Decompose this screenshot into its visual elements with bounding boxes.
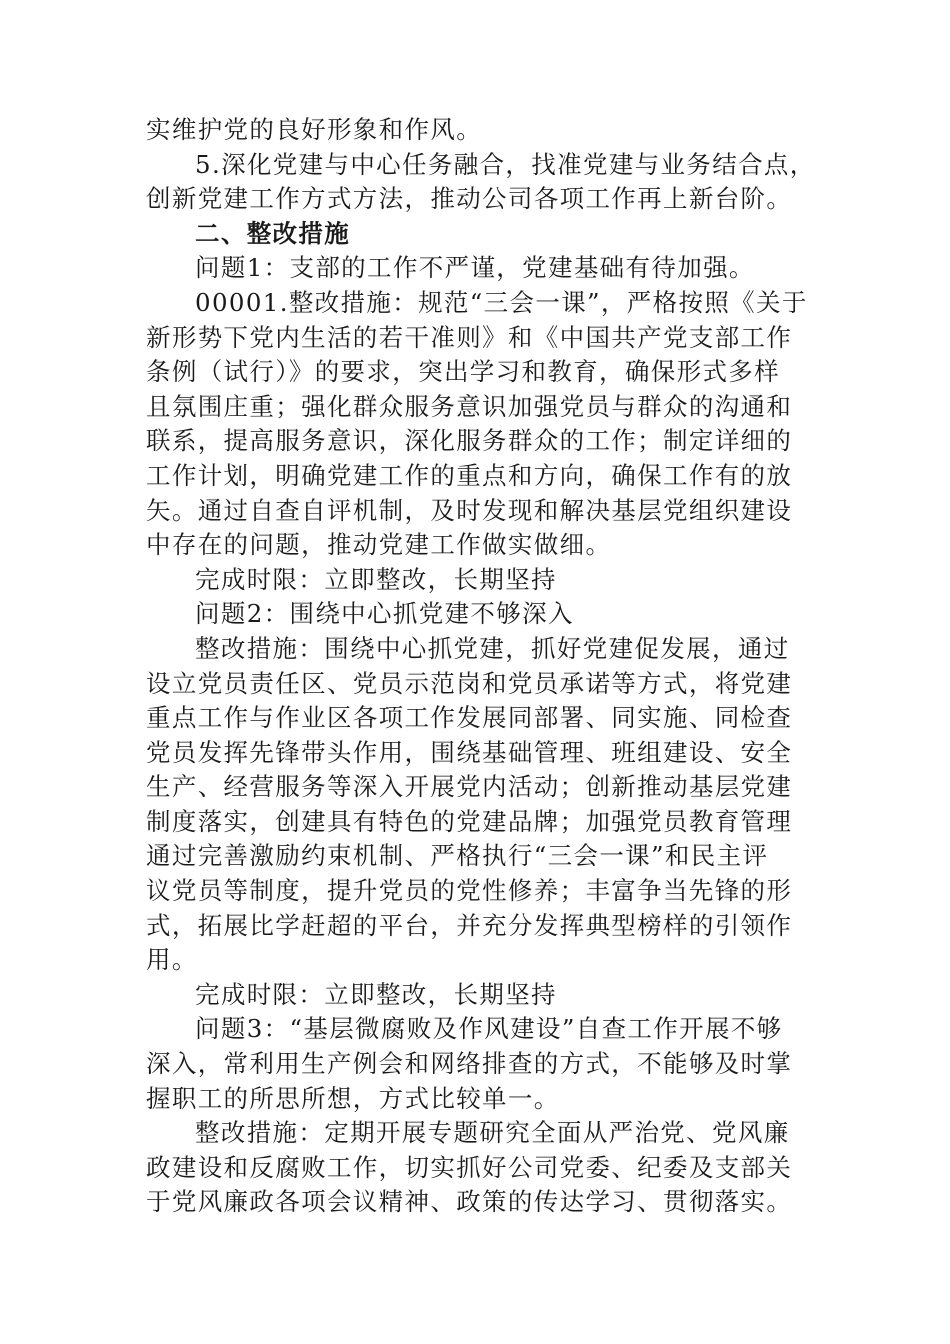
text-line: 新形势下党内生活的若干准则》和《中国共产党支部工作 bbox=[146, 322, 793, 352]
problem-2 bbox=[146, 597, 808, 632]
text-line: 于党风廉政各项会议精神、政策的传达学习、贯彻落实。 bbox=[146, 1187, 793, 1217]
text-line: 5.深化党建与中心任务融合，找准党建与业务结合点， bbox=[195, 149, 816, 179]
measure-3 bbox=[146, 1116, 808, 1220]
text-line: 握职工的所思所想，方式比较单一。 bbox=[146, 1083, 560, 1113]
text-line: 条例（试行）》的要求，突出学习和教育，确保形式多样 bbox=[146, 357, 780, 387]
text-line: 重点工作与作业区各项工作发展同部署、同实施、同检查 bbox=[146, 703, 793, 733]
text-line: 中存在的问题，推动党建工作做实做细。 bbox=[146, 530, 612, 560]
deadline-1 bbox=[146, 563, 808, 598]
text-line: 联系，提高服务意识，深化服务群众的工作；制定详细的 bbox=[146, 426, 793, 456]
text-line: 完成时限：立即整改，长期坚持 bbox=[195, 564, 557, 594]
text-line: 制度落实，创建具有特色的党建品牌；加强党员教育管理 bbox=[146, 806, 793, 836]
text-line: 式，拓展比学赶超的平台，并充分发挥典型榜样的引领作 bbox=[146, 910, 793, 940]
text-line: 00001.整改措施：规范“三会一课”，严格按照《关于 bbox=[195, 287, 808, 317]
text-line: 用。 bbox=[146, 945, 198, 975]
text-line: 实维护党的良好形象和作风。 bbox=[146, 115, 483, 144]
text-line: 且氛围庄重；强化群众服务意识加强党员与群众的沟通和 bbox=[146, 391, 793, 421]
problem-1 bbox=[146, 251, 808, 286]
text-line: 整改措施：定期开展专题研究全面从严治党、党风廉 bbox=[195, 1118, 790, 1148]
text-line: 矢。通过自查自评机制，及时发现和解决基层党组织建设 bbox=[146, 495, 793, 525]
problem-3 bbox=[146, 1012, 808, 1116]
text-line: 创新党建工作方式方法，推动公司各项工作再上新台阶。 bbox=[146, 184, 793, 214]
document-page bbox=[146, 113, 816, 1220]
text-line: 深入，常利用生产例会和网络排查的方式，不能够及时掌 bbox=[146, 1049, 793, 1079]
text-line: 生产、经营服务等深入开展党内活动；创新推动基层党建 bbox=[146, 772, 793, 802]
text-line: 工作计划，明确党建工作的重点和方向，确保工作有的放 bbox=[146, 460, 793, 490]
text-line: 整改措施：围绕中心抓党建，抓好党建促发展，通过 bbox=[195, 633, 790, 663]
text-line: 通过完善激励约束机制、严格执行“三会一课”和民主评 bbox=[146, 841, 769, 871]
paragraph-continuation bbox=[146, 113, 808, 148]
text-line: 问题1：支部的工作不严谨，党建基础有待加强。 bbox=[195, 253, 755, 283]
measure-1 bbox=[146, 286, 808, 563]
text-line: 设立党员责任区、党员示范岗和党员承诺等方式，将党建 bbox=[146, 668, 793, 698]
text-line: 问题2：围绕中心抓党建不够深入 bbox=[195, 599, 574, 629]
text-line: 完成时限：立即整改，长期坚持 bbox=[195, 979, 557, 1009]
paragraph-item-5 bbox=[146, 148, 816, 217]
heading-text: 二、整改措施 bbox=[195, 218, 351, 248]
measure-2 bbox=[146, 632, 808, 978]
deadline-2 bbox=[146, 978, 808, 1013]
text-line: 问题3：“基层微腐败及作风建设”自查工作开展不够 bbox=[195, 1014, 783, 1044]
text-line: 党员发挥先锋带头作用，围绕基础管理、班组建设、安全 bbox=[146, 737, 793, 767]
text-line: 政建设和反腐败工作，切实抓好公司党委、纪委及支部关 bbox=[146, 1152, 793, 1182]
section-heading bbox=[146, 217, 808, 252]
text-line: 议党员等制度，提升党员的党性修养；丰富争当先锋的形 bbox=[146, 876, 793, 906]
